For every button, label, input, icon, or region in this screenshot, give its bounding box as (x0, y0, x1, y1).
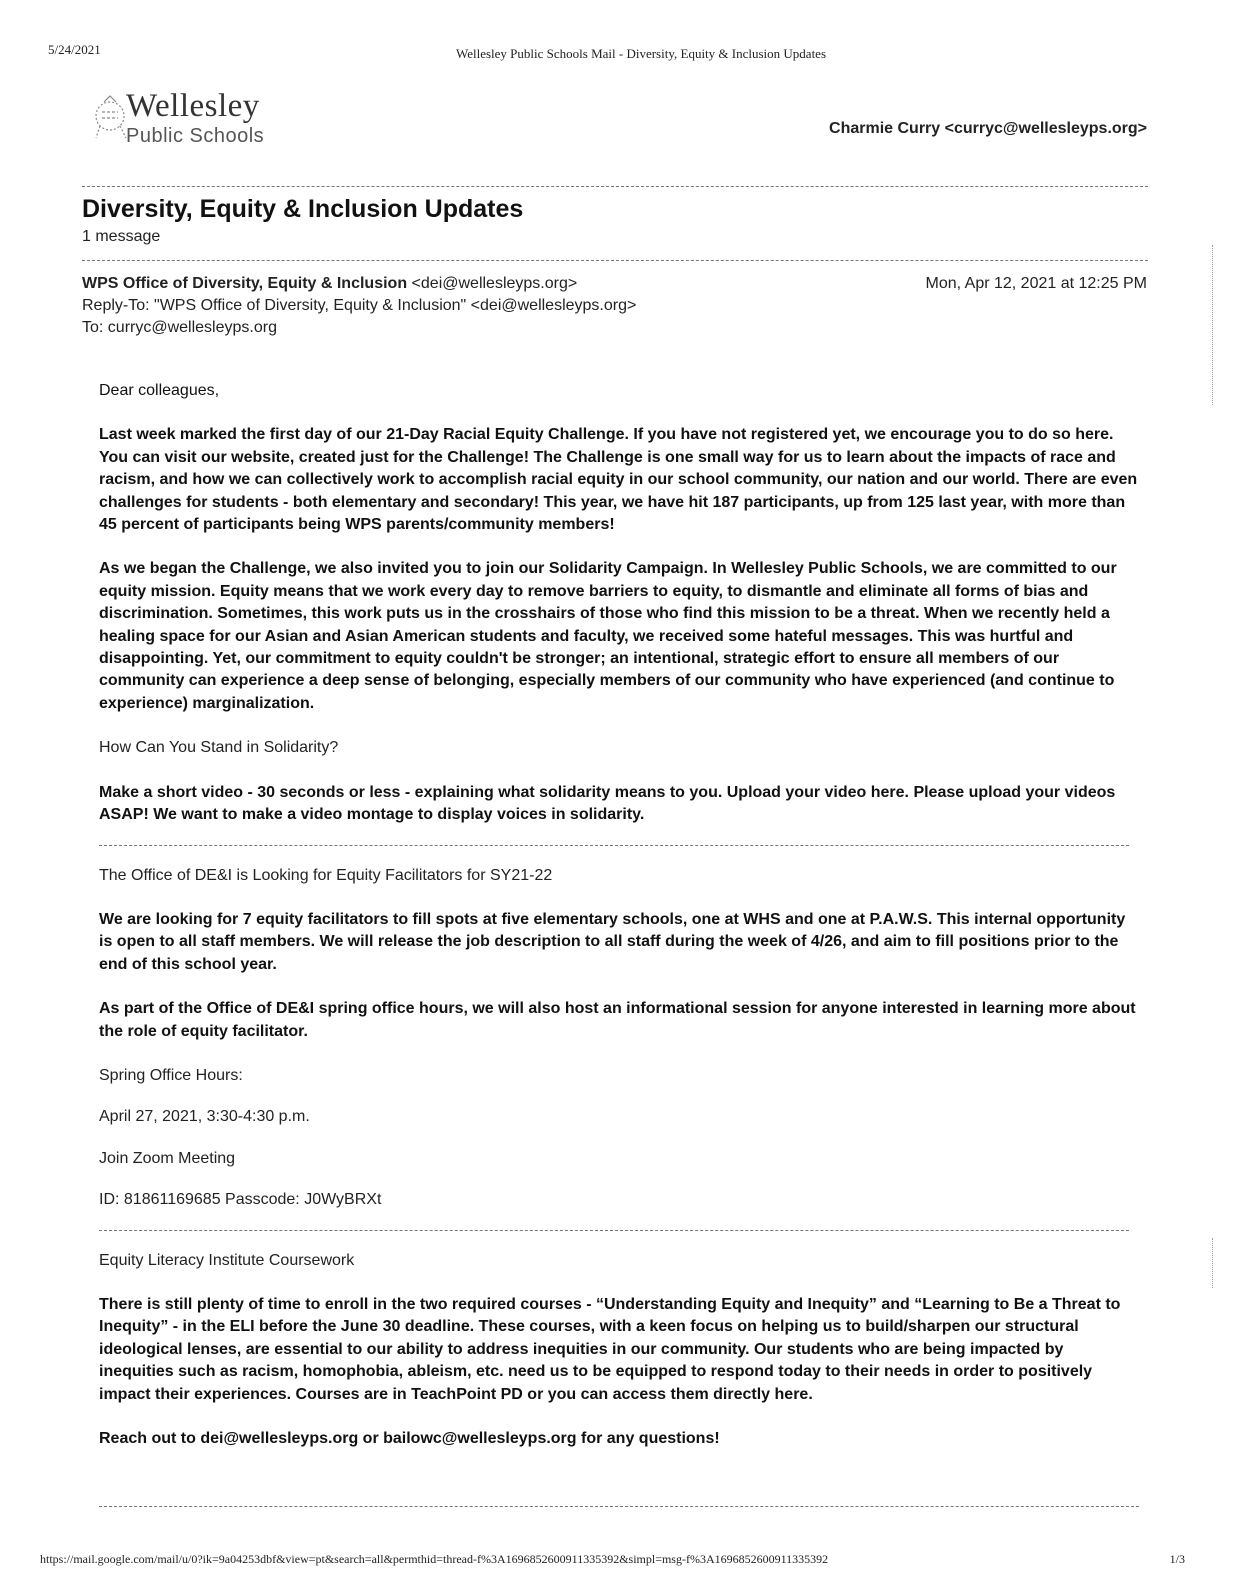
email-reply-to: Reply-To: "WPS Office of Diversity, Equity & Inclusion" <dei@wellesleyps.org> (82, 297, 637, 314)
print-title: Wellesley Public Schools Mail - Diversity, Equity & Inclusion Updates (456, 46, 827, 61)
school-logo (86, 88, 306, 152)
scan-artifact (1212, 1238, 1213, 1288)
print-footer (40, 1552, 1185, 1570)
message-count: 1 message (82, 228, 161, 245)
body-end-divider (99, 1506, 1139, 1507)
section-divider (99, 1230, 1129, 1231)
heading-solidarity: How Can You Stand in Solidarity? (99, 739, 339, 757)
print-url: https://mail.google.com/mail/u/0?ik=9a04253dbf&view=pt&search=all&permthid=thread-f%3A1696852600911335392&simpl=msg-f%3A1696852600911335392 (40, 1552, 829, 1566)
scan-artifact (1212, 245, 1213, 405)
paragraph-video: Make a short video - 30 seconds or less - explaining what solidarity means to you. Upload your video here. Please upload your videos ASAP! We want to make a video montage to display voices in solidarity. (99, 783, 1116, 824)
subject-divider (82, 260, 1148, 261)
email-subject: Diversity, Equity & Inclusion Updates (82, 195, 524, 223)
paragraph-challenge: Last week marked the first day of our 21-Day Racial Equity Challenge. If you have not registered yet, we encourage you to do so here. You can visit our website, created just for the Challenge! The Challenge is one small way for us to learn about the impacts of race and racism, and how we can collectively work to accomplish racial equity in our school community, our nation and our world. There are even challenges for students - both elementary and secondary! This year, we have hit 187 participants, up from 125 last year, with more than 45 percent of participants being WPS parents/community members! (99, 426, 1138, 534)
section-divider (99, 845, 1129, 846)
greeting: Dear colleagues, (99, 382, 220, 399)
zoom-meeting-id: ID: 81861169685 Passcode: J0WyBRXt (99, 1191, 382, 1209)
office-hours-date: April 27, 2021, 3:30-4:30 p.m. (99, 1108, 310, 1126)
paragraph-solidarity-campaign: As we began the Challenge, we also invited you to join our Solidarity Campaign. In Wellesley Public Schools, we are committed to our equity mission. Equity means that we work every day to remove barriers to equity, to dismantle and eliminate all forms of bias and discrimination. Sometimes, this work puts us in the crosshairs of those who find this mission to be a threat. When we recently held a healing space for our Asian and Asian American students and faculty, we received some hateful messages. This was hurtful and disappointing. Yet, our commitment to equity couldn't be stronger; an intentional, strategic effort to ensure all members of our community can experience a deep sense of belonging, especially members of our community who have experienced (and continue to experience) marginalization. (99, 560, 1117, 712)
email-to: To: curryc@wellesleyps.org (82, 319, 277, 336)
heading-facilitators: The Office of DE&I is Looking for Equity Facilitators for SY21-22 (99, 866, 553, 884)
sender-name: WPS Office of Diversity, Equity & Inclusion (82, 275, 408, 292)
print-date: 5/24/2021 (48, 42, 101, 57)
email-date: Mon, Apr 12, 2021 at 12:25 PM (925, 275, 1147, 292)
logo-wordmark-line2: Public Schools (126, 125, 265, 147)
page-number: 1/3 (1169, 1552, 1185, 1566)
paragraph-facilitators: We are looking for 7 equity facilitators to fill spots at five elementary schools, one at WHS and one at P.A.W.S. This internal opportunity is open to all staff members. We will release the job description to all staff during the week of 4/26, and aim to fill positions prior to the end of this school year. (99, 910, 1126, 973)
email-from (82, 275, 577, 293)
sender-address: <dei@wellesleyps.org> (411, 275, 578, 292)
heading-eli: Equity Literacy Institute Coursework (99, 1251, 355, 1269)
paragraph-info-session: As part of the Office of DE&I spring office hours, we will also host an informational session for anyone interested in learning more about the role of equity facilitator. (99, 1000, 1136, 1040)
print-header (48, 42, 1179, 62)
header-divider (82, 186, 1148, 187)
email-body (99, 380, 1139, 1450)
logo-wordmark-line1: Wellesley (126, 88, 260, 124)
zoom-meeting-label: Join Zoom Meeting (99, 1149, 236, 1167)
account-email: Charmie Curry <curryc@wellesleyps.org> (829, 120, 1147, 137)
paragraph-eli: There is still plenty of time to enroll in the two required courses - “Understanding Equity and Inequity” and “Learning to Be a Threat to Inequity” - in the ELI before the June 30 deadline. These courses, with a keen focus on helping us to build/sharpen our structural ideological lenses, are essential to our ability to address inequities in our community. Our students who are being impacted by inequities such as racism, homophobia, ableism, etc. need us to be equipped to respond today to their needs in order to positively impact their experiences. Courses are in TeachPoint PD or you can access them directly here. (99, 1295, 1121, 1403)
paragraph-contact: Reach out to dei@wellesleyps.org or bailowc@wellesleyps.org for any questions! (99, 1430, 720, 1447)
office-hours-label: Spring Office Hours: (99, 1066, 243, 1084)
